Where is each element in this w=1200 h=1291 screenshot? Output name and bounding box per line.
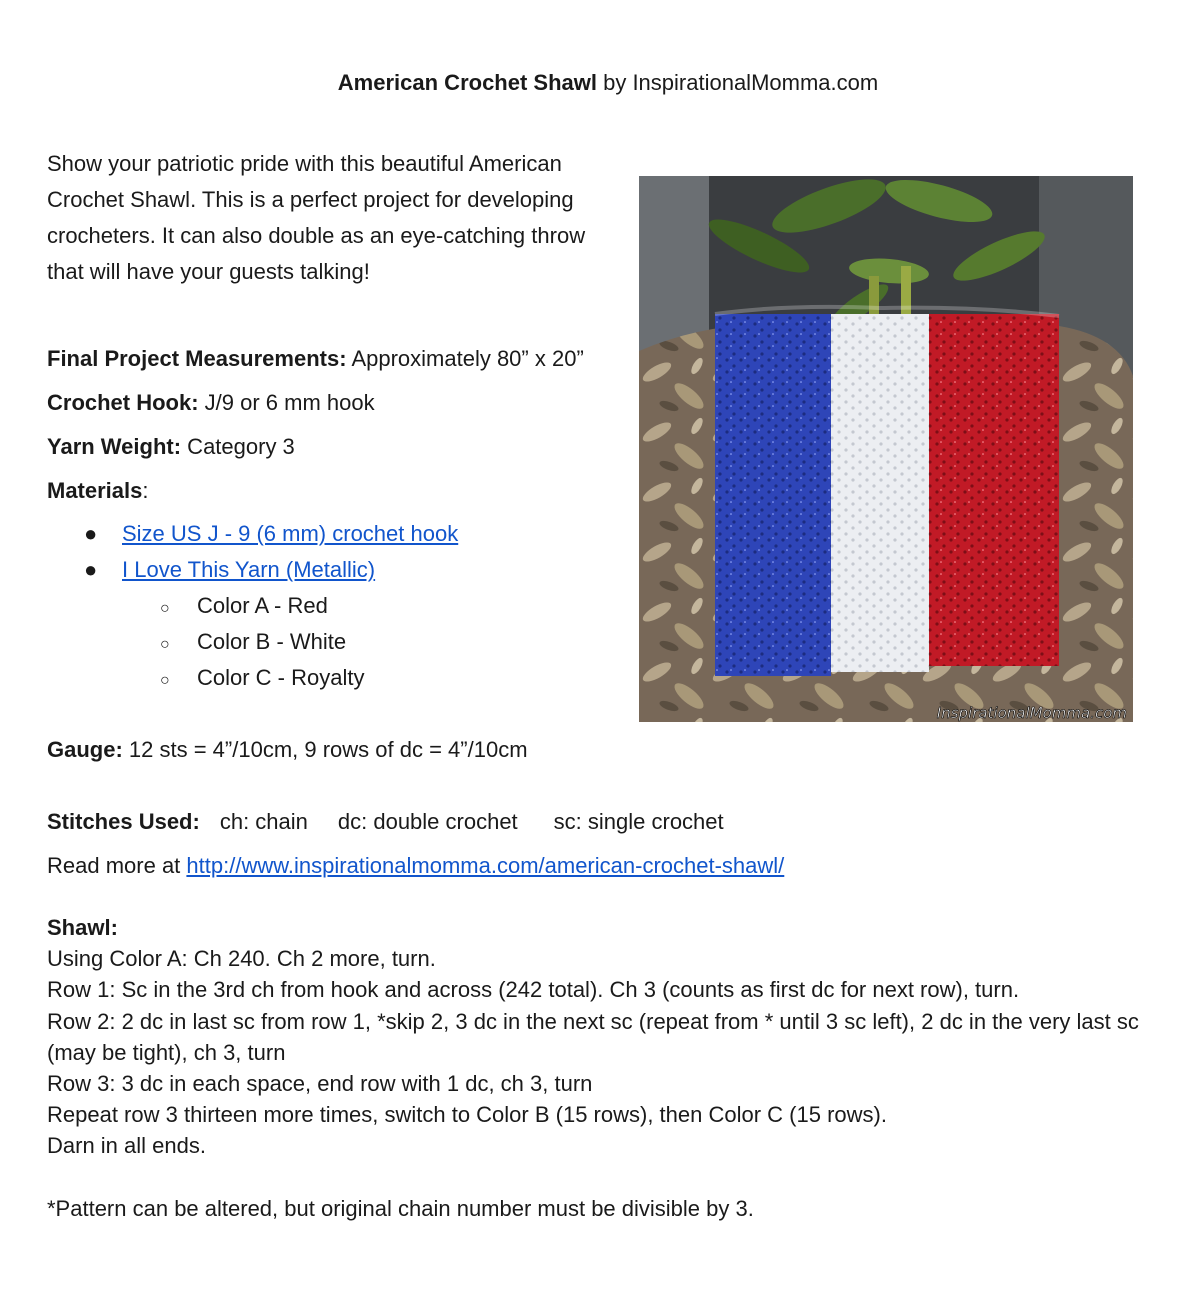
list-item	[160, 628, 346, 659]
spec-hook-value: J/9 or 6 mm hook	[198, 390, 375, 415]
gauge-value: 12 sts = 4”/10cm, 9 rows of dc = 4”/10cm	[122, 737, 528, 762]
spec-hook-label: Crochet Hook:	[47, 390, 199, 415]
instruction-line: Row 3: 3 dc in each space, end row with 1 dc, ch 3, turn	[47, 1071, 593, 1097]
instruction-line: Darn in all ends.	[47, 1133, 206, 1159]
instruction-line: Using Color A: Ch 240. Ch 2 more, turn.	[47, 946, 436, 972]
circle-bullet-icon: ○	[160, 600, 170, 617]
read-more-line	[47, 852, 784, 880]
instruction-line: Row 2: 2 dc in last sc from row 1, *skip 2, 3 dc in the next sc (repeat from * until 3 sc left), 2 dc in the very last sc (may be tight), ch 3, turn	[47, 1008, 1139, 1065]
color-c-label: Color C - Royalty	[197, 665, 365, 690]
list-item	[84, 520, 458, 548]
stitch-dc: dc: double crochet	[337, 809, 518, 834]
pattern-note: *Pattern can be altered, but original chain number must be divisible by 3.	[47, 1196, 754, 1221]
stitch-sc: sc: single crochet	[553, 809, 724, 834]
yarn-link[interactable]: I Love This Yarn (Metallic)	[122, 557, 376, 582]
instruction-line: Repeat row 3 thirteen more times, switch to Color B (15 rows), then Color C (15 rows).	[47, 1102, 887, 1128]
shawl-instructions	[47, 912, 1167, 1162]
title-suffix: by InspirationalMomma.com	[596, 70, 879, 95]
gauge-label: Gauge:	[47, 737, 123, 762]
bullet-icon: ●	[84, 521, 98, 546]
read-more-link[interactable]: http://www.inspirationalmomma.com/american-crochet-shawl/	[186, 853, 785, 878]
intro-paragraph: Show your patriotic pride with this beautiful American Crochet Shawl. This is a perfect project for developing crocheters. It can also double as an eye-catching throw that will have your guests talking!	[47, 151, 586, 284]
gauge-line	[47, 736, 528, 764]
stitches-label: Stitches Used:	[47, 809, 200, 834]
spec-hook	[47, 389, 375, 417]
shawl-blue-stripe	[715, 314, 831, 676]
spec-yarn-weight-value: Category 3	[181, 434, 295, 459]
list-item	[84, 556, 375, 584]
list-item	[160, 664, 364, 695]
instruction-line: Row 1: Sc in the 3rd ch from hook and across (242 total). Ch 3 (counts as first dc for next row), turn.	[47, 977, 1020, 1003]
spec-measurements	[47, 345, 584, 373]
spec-measurements-label: Final Project Measurements:	[47, 346, 347, 371]
spec-yarn-weight-label: Yarn Weight:	[47, 434, 182, 459]
list-item	[160, 592, 328, 623]
title-bold: American Crochet Shawl	[337, 70, 597, 95]
circle-bullet-icon: ○	[160, 636, 170, 653]
materials-label: Materials	[47, 478, 143, 503]
bullet-icon: ●	[84, 557, 98, 582]
circle-bullet-icon: ○	[160, 672, 170, 689]
shawl-photo-image	[639, 176, 1133, 722]
shawl-photo	[639, 176, 1133, 722]
color-b-label: Color B - White	[197, 629, 347, 654]
hook-link[interactable]: Size US J - 9 (6 mm) crochet hook	[122, 521, 459, 546]
spec-yarn-weight	[47, 433, 295, 461]
shawl	[715, 307, 1059, 676]
materials-colon: :	[142, 478, 149, 503]
page-title	[0, 70, 1200, 96]
photo-watermark: InspirationalMomma.com	[936, 704, 1127, 722]
color-a-label: Color A - Red	[197, 593, 328, 618]
stitches-line	[47, 808, 724, 836]
read-more-prefix: Read more at	[47, 853, 187, 878]
stitch-ch: ch: chain	[219, 809, 308, 834]
materials-heading	[47, 477, 149, 505]
spec-measurements-value: Approximately 80” x 20”	[346, 346, 584, 371]
shawl-white-stripe	[831, 314, 929, 672]
shawl-red-stripe	[929, 314, 1059, 666]
shawl-heading: Shawl:	[47, 915, 118, 940]
